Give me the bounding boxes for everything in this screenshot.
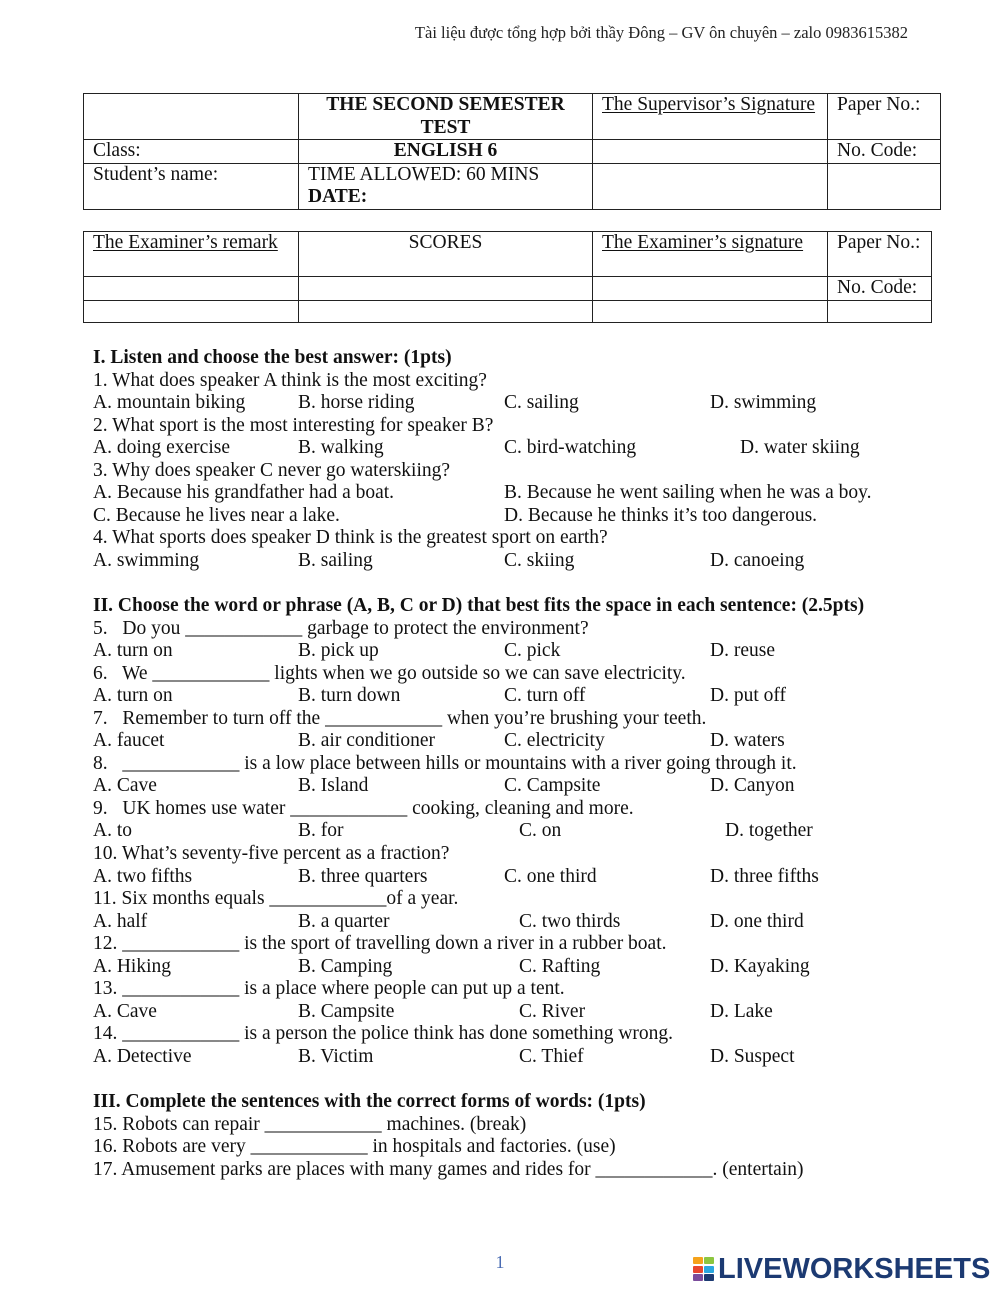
option-d: D. waters <box>710 730 785 752</box>
option-c: C. Because he lives near a lake. <box>93 504 340 526</box>
option-a: A. half <box>93 910 148 932</box>
logo-tile <box>693 1257 703 1264</box>
question-number: 6. <box>93 662 108 684</box>
question-text: Robots can repair ____________ machines. (break) <box>122 1113 527 1135</box>
option-d: D. together <box>725 820 813 842</box>
class-cell <box>84 140 299 164</box>
option-b: B. three quarters <box>298 865 428 887</box>
question-10-options <box>93 866 988 889</box>
examiner-signature-cell <box>593 232 828 277</box>
question-14 <box>93 1023 988 1046</box>
option-c: C. one third <box>504 865 597 887</box>
question-6 <box>93 663 988 686</box>
option-d: D. Kayaking <box>710 955 810 977</box>
option-b: B. Because he went sailing when he was a boy. <box>504 482 872 504</box>
question-11-options <box>93 911 988 934</box>
option-a: A. Cave <box>93 1000 157 1022</box>
question-number: 13. <box>93 978 118 1000</box>
option-c: C. turn off <box>504 685 586 707</box>
question-text: ____________ is a place where people can put up a tent. <box>122 978 565 1000</box>
liveworksheets-logo <box>693 1255 993 1283</box>
student-name-label: Student’s name: <box>93 163 219 185</box>
question-number: 11. <box>93 888 117 910</box>
question-text: What sports does speaker D think is the greatest sport on earth? <box>112 527 608 549</box>
question-5 <box>93 618 988 641</box>
liveworksheets-logo-icon <box>693 1257 714 1281</box>
question-number: 7. <box>93 707 108 729</box>
question-11 <box>93 888 988 911</box>
question-number: 8. <box>93 752 108 774</box>
option-c: C. pick <box>504 640 561 662</box>
option-a: A. Hiking <box>93 955 171 977</box>
option-d: D. Canyon <box>710 775 795 797</box>
paper-no-cell <box>828 94 941 140</box>
subject-label: ENGLISH 6 <box>393 140 498 161</box>
question-text: Remember to turn off the ____________ when you’re brushing your teeth. <box>122 707 707 729</box>
question-text: Six months equals ____________of a year. <box>121 888 459 910</box>
option-d: D. one third <box>710 910 804 932</box>
question-17 <box>93 1159 988 1182</box>
question-number: 5. <box>93 617 108 639</box>
supervisor-signature-cell <box>593 94 828 140</box>
question-3 <box>93 460 988 483</box>
question-text: UK homes use water ____________ cooking, cleaning and more. <box>122 797 634 819</box>
question-7 <box>93 708 988 731</box>
option-c: C. Campsite <box>504 775 601 797</box>
question-14-options <box>93 1046 988 1069</box>
question-text: Why does speaker C never go waterskiing? <box>112 459 451 481</box>
question-15 <box>93 1114 988 1137</box>
option-d: D. canoeing <box>710 549 805 571</box>
score-row <box>84 232 932 277</box>
info-row <box>84 140 941 164</box>
supervisor-signature-label: The Supervisor’s Signature <box>602 94 816 115</box>
question-text: ____________ is a person the police think has done something wrong. <box>122 1023 674 1045</box>
info-blank-cell <box>828 163 941 209</box>
scores-label: SCORES <box>408 232 483 253</box>
option-b: B. Island <box>298 775 369 797</box>
question-12 <box>93 933 988 956</box>
no-code-cell <box>828 140 941 164</box>
question-3-options-row-2 <box>93 505 988 528</box>
question-number: 2. <box>93 414 108 436</box>
examiner-remark-cell <box>84 232 299 277</box>
option-b: B. horse riding <box>298 392 415 414</box>
question-2-options <box>93 437 988 460</box>
question-12-options <box>93 956 988 979</box>
test-title-cell <box>299 94 593 140</box>
score-table <box>83 231 932 323</box>
question-text: What sport is the most interesting for speaker B? <box>112 414 494 436</box>
question-10 <box>93 843 988 866</box>
option-a: A. turn on <box>93 685 173 707</box>
info-row <box>84 94 941 140</box>
questions-content <box>93 347 988 1181</box>
option-d: D. water skiing <box>740 437 860 459</box>
date-label: DATE: <box>308 186 368 207</box>
question-5-options <box>93 640 988 663</box>
option-c: C. skiing <box>504 549 575 571</box>
option-d: D. reuse <box>710 640 775 662</box>
option-a: A. swimming <box>93 549 200 571</box>
section-word-forms <box>93 1091 988 1181</box>
examiner-signature-label: The Examiner’s signature <box>602 232 804 253</box>
option-b: B. a quarter <box>298 910 390 932</box>
question-number: 10. <box>93 843 118 865</box>
question-6-options <box>93 685 988 708</box>
section-heading: II. Choose the word or phrase (A, B, C or D) that best fits the space in each sentence: (2.5pts) <box>93 595 865 617</box>
question-number: 17. <box>93 1158 118 1180</box>
question-2 <box>93 415 988 438</box>
question-number: 12. <box>93 933 118 955</box>
examiner-remark-label: The Examiner’s remark <box>93 232 278 253</box>
option-d: D. swimming <box>710 392 817 414</box>
test-title: THE SECOND SEMESTER TEST <box>326 94 565 138</box>
question-8 <box>93 753 988 776</box>
option-b: B. Victim <box>298 1045 374 1067</box>
question-13-options <box>93 1001 988 1024</box>
option-c: C. bird-watching <box>504 437 637 459</box>
option-c: C. on <box>519 820 562 842</box>
section-heading: I. Listen and choose the best answer: (1pts) <box>93 347 452 368</box>
time-allowed: TIME ALLOWED: 60 MINS <box>308 163 540 185</box>
option-a: A. to <box>93 820 132 842</box>
option-d: D. Because he thinks it’s too dangerous. <box>504 504 818 526</box>
option-d: D. Suspect <box>710 1045 795 1067</box>
question-text: What’s seventy-five percent as a fraction? <box>121 843 450 865</box>
score-row <box>84 277 932 301</box>
question-1 <box>93 370 988 393</box>
question-number: 14. <box>93 1023 118 1045</box>
option-a: A. faucet <box>93 730 165 752</box>
question-number: 15. <box>93 1113 118 1135</box>
option-b: B. turn down <box>298 685 401 707</box>
option-c: C. electricity <box>504 730 605 752</box>
question-4-options <box>93 550 988 573</box>
logo-tile <box>704 1257 714 1264</box>
option-d: D. Lake <box>710 1000 773 1022</box>
option-b: B. for <box>298 820 344 842</box>
option-b: B. sailing <box>298 549 373 571</box>
question-text: Robots are very ____________ in hospitals and factories. (use) <box>122 1136 616 1158</box>
score-blank-cell <box>593 300 828 322</box>
option-a: A. Cave <box>93 775 157 797</box>
paper-no-label: Paper No.: <box>837 94 921 115</box>
no-code-label: No. Code: <box>837 140 918 161</box>
option-d: D. three fifths <box>710 865 819 887</box>
score-blank-cell <box>299 300 593 322</box>
question-8-options <box>93 775 988 798</box>
scores-cell <box>299 232 593 277</box>
class-label: Class: <box>93 140 141 161</box>
option-c: C. Thief <box>519 1045 584 1067</box>
question-9 <box>93 798 988 821</box>
score-row <box>84 300 932 322</box>
option-c: C. Rafting <box>519 955 601 977</box>
question-number: 3. <box>93 459 108 481</box>
section-listening <box>93 347 988 572</box>
logo-tile <box>704 1274 714 1281</box>
option-a: A. Because his grandfather had a boat. <box>93 482 395 504</box>
info-blank-cell <box>84 94 299 140</box>
no-code-cell <box>828 277 932 301</box>
option-a: A. Detective <box>93 1045 192 1067</box>
score-blank-cell <box>84 300 299 322</box>
question-13 <box>93 978 988 1001</box>
supervisor-signature-space <box>593 163 828 209</box>
question-number: 1. <box>93 369 108 391</box>
logo-tile <box>693 1266 703 1273</box>
option-a: A. mountain biking <box>93 392 246 414</box>
question-text: What does speaker A think is the most exciting? <box>112 369 487 391</box>
option-c: C. two thirds <box>519 910 621 932</box>
question-number: 9. <box>93 797 108 819</box>
question-7-options <box>93 730 988 753</box>
logo-tile <box>704 1266 714 1273</box>
time-date-cell <box>299 163 593 209</box>
logo-tile <box>693 1274 703 1281</box>
option-d: D. put off <box>710 685 787 707</box>
question-number: 16. <box>93 1136 118 1158</box>
option-b: B. Camping <box>298 955 393 977</box>
score-blank-cell <box>593 277 828 301</box>
question-16 <box>93 1136 988 1159</box>
question-text: ____________ is a low place between hills or mountains with a river going through it. <box>122 752 797 774</box>
score-blank-cell <box>84 277 299 301</box>
question-text: We ____________ lights when we go outside so we can save electricity. <box>122 662 686 684</box>
question-3-options-row-1 <box>93 482 988 505</box>
score-blank-cell <box>828 300 932 322</box>
no-code-label: No. Code: <box>837 277 918 298</box>
score-blank-cell <box>299 277 593 301</box>
liveworksheets-logo-text: LIVEWORKSHEETS <box>718 1253 991 1285</box>
header-note: Tài liệu được tổng hợp bởi thầy Đông – GV ôn chuyên – zalo 0983615382 <box>414 23 908 42</box>
question-text: Amusement parks are places with many games and rides for ____________. (entertain) <box>121 1158 804 1180</box>
option-b: B. Campsite <box>298 1000 395 1022</box>
page-number: 1 <box>495 1252 505 1272</box>
section-vocabulary <box>93 595 988 1068</box>
paper-no-label: Paper No.: <box>837 232 921 253</box>
student-name-cell <box>84 163 299 209</box>
question-text: ____________ is the sport of travelling down a river in a rubber boat. <box>122 933 667 955</box>
supervisor-signature-space <box>593 140 828 164</box>
option-a: A. doing exercise <box>93 437 230 459</box>
question-9-options <box>93 820 988 843</box>
option-c: C. sailing <box>504 392 579 414</box>
option-b: B. walking <box>298 437 384 459</box>
option-b: B. pick up <box>298 640 379 662</box>
test-info-table <box>83 93 941 210</box>
option-c: C. River <box>519 1000 586 1022</box>
option-b: B. air conditioner <box>298 730 436 752</box>
option-a: A. two fifths <box>93 865 193 887</box>
question-number: 4. <box>93 527 108 549</box>
paper-no-cell <box>828 232 932 277</box>
question-1-options <box>93 392 988 415</box>
info-row <box>84 163 941 209</box>
subject-cell <box>299 140 593 164</box>
question-4 <box>93 527 988 550</box>
question-text: Do you ____________ garbage to protect the environment? <box>122 617 589 639</box>
option-a: A. turn on <box>93 640 173 662</box>
section-heading: III. Complete the sentences with the correct forms of words: (1pts) <box>93 1091 646 1113</box>
